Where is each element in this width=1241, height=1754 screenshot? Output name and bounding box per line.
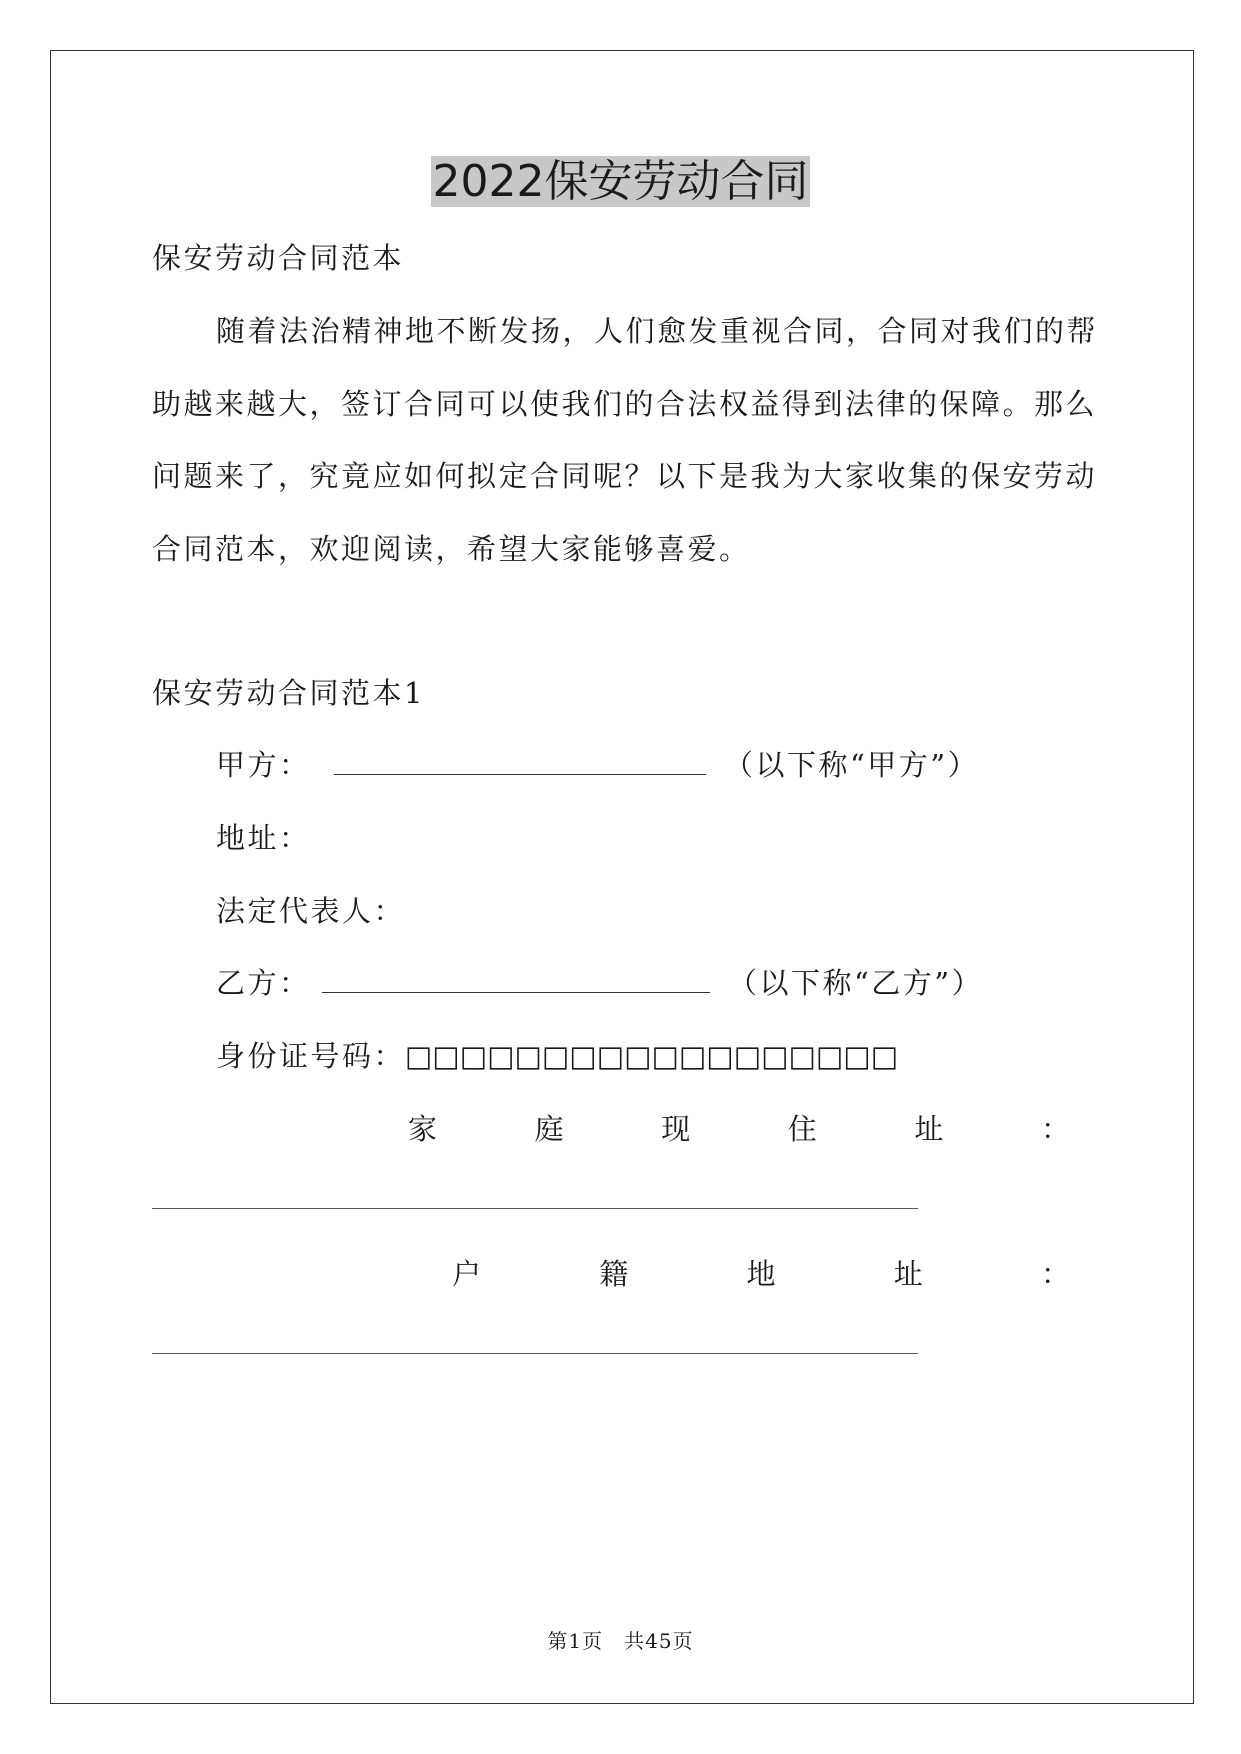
sample-heading: 保安劳动合同范本1 bbox=[152, 676, 425, 710]
party-a-row bbox=[216, 745, 979, 785]
document-title bbox=[0, 152, 1241, 212]
home-address-char: 现 bbox=[661, 1112, 691, 1146]
household-address-char: 籍 bbox=[599, 1257, 629, 1291]
section-heading: 保安劳动合同范本 bbox=[152, 241, 405, 275]
household-address-char: 址 bbox=[893, 1257, 923, 1291]
title-text: 2022保安劳动合同 bbox=[432, 156, 809, 207]
id-number-boxes[interactable]: □□□□□□□□□□□□□□□□□□ bbox=[405, 1039, 899, 1073]
home-address-blank[interactable] bbox=[152, 1208, 918, 1209]
party-b-row bbox=[216, 963, 983, 1003]
party-a-note: （以下称“甲方”） bbox=[723, 748, 980, 782]
home-address-char: 住 bbox=[787, 1112, 817, 1146]
home-address-char: 址 bbox=[914, 1112, 944, 1146]
intro-line-1: 随着法治精神地不断发扬，人们愈发重视合同，合同对我们的帮 bbox=[216, 314, 1099, 348]
party-a-blank[interactable] bbox=[334, 746, 706, 775]
intro-line-3: 问题来了，究竟应如何拟定合同呢？以下是我为大家收集的保安劳动 bbox=[152, 459, 1098, 493]
id-number-label: 身份证号码： bbox=[216, 1039, 406, 1073]
home-address-char: 庭 bbox=[534, 1112, 564, 1146]
party-b-label: 乙方： bbox=[216, 966, 311, 1000]
home-address-label bbox=[408, 1109, 1070, 1149]
intro-line-2: 助越来越大，签订合同可以使我们的合法权益得到法律的保障。那么 bbox=[152, 387, 1098, 421]
address-label: 地址： bbox=[216, 821, 311, 855]
home-address-char: 家 bbox=[408, 1112, 438, 1146]
party-b-blank[interactable] bbox=[322, 964, 710, 993]
party-a-label: 甲方： bbox=[216, 748, 311, 782]
household-address-char: 户 bbox=[452, 1257, 482, 1291]
household-address-blank[interactable] bbox=[152, 1353, 918, 1354]
household-address-label bbox=[452, 1254, 1070, 1294]
intro-line-4: 合同范本，欢迎阅读，希望大家能够喜爱。 bbox=[152, 532, 751, 566]
party-b-note: （以下称“乙方”） bbox=[727, 966, 984, 1000]
household-address-colon: ： bbox=[1040, 1257, 1070, 1291]
id-number-row bbox=[216, 1036, 898, 1076]
page-footer: 第1页 共45页 bbox=[547, 1629, 694, 1653]
home-address-colon: ： bbox=[1040, 1112, 1070, 1146]
legal-rep-label: 法定代表人： bbox=[216, 894, 406, 928]
page-border bbox=[50, 50, 1194, 1704]
household-address-char: 地 bbox=[746, 1257, 776, 1291]
